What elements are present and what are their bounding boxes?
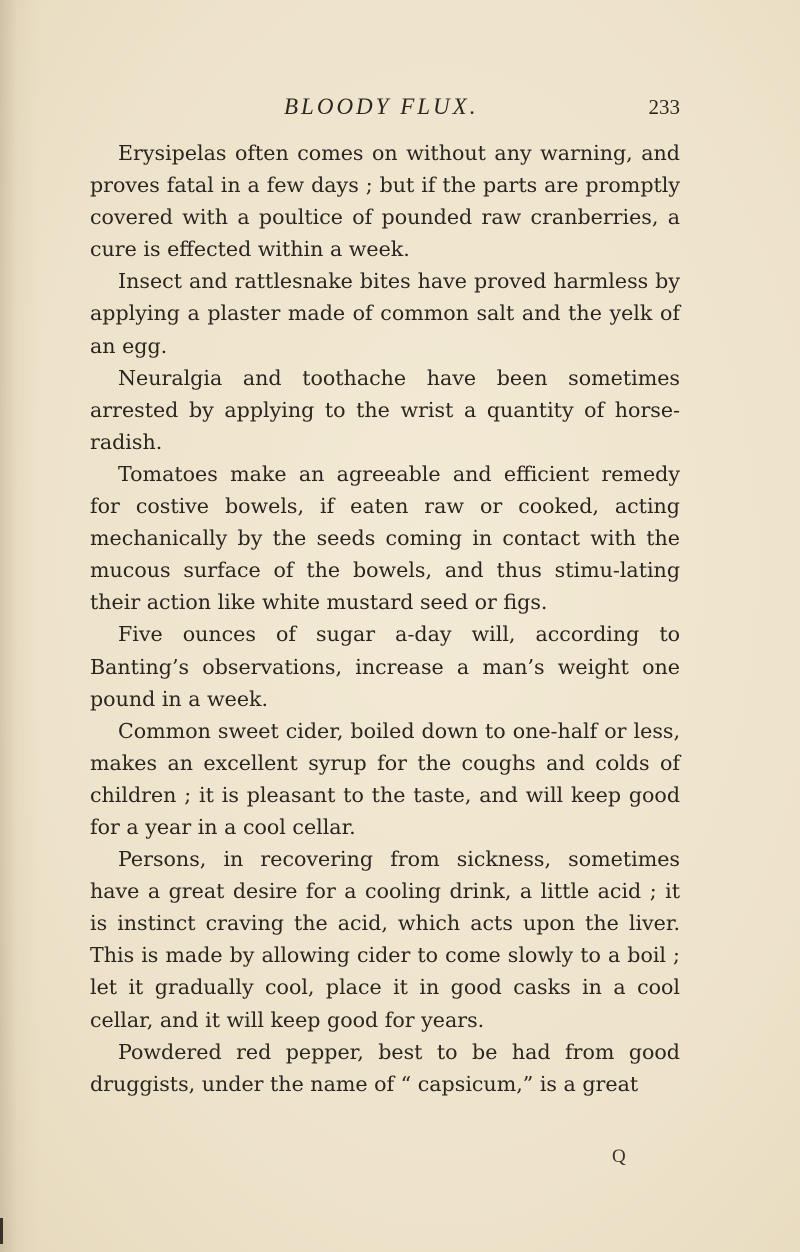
paragraph-erysipelas: Erysipelas often comes on without any warning, and proves fatal in a few days ; but if the parts are promptly covered with a poultice of pounded raw cranberries, a cure is effected within a week. [90,141,680,262]
paragraph-sugar: Five ounces of sugar a-day will, according to Banting’s observations, increase a man’s weight one pound in a week. [90,622,680,711]
paragraph-red-pepper: Powdered red pepper, best to be had from good druggists, under the name of “ capsicum,” is a great [90,1039,680,1096]
paragraph-cooling-drink: Persons, in recovering from sickness, sometimes have a great desire for a cooling drink, a little acid ; it is instinct craving the acid, which acts upon the liver. This is made by allowing cider to come slowly to a boil ; let it gradually cool, place it in good casks in a cool cellar, and it will keep good for years. [90,847,680,1032]
running-head: BLOODY FLUX. [284,94,479,119]
paragraph-neuralgia: Neuralgia and toothache have been sometimes arrested by applying to the wrist a quantity of horse-radish. [90,365,680,454]
signature-mark: Q [612,1146,626,1167]
paragraph-cider-syrup: Common sweet cider, boiled down to one-half or less, makes an excellent syrup for the coughs and colds of children ; it is pleasant to the taste, and will keep good for a year in a cool cellar. [90,718,680,839]
page-header [284,94,680,124]
paragraph-tomatoes: Tomatoes make an agreeable and efficient remedy for costive bowels, if eaten raw or cooked, acting mechanically by the seeds coming in contact with the mucous surface of the bowels, and thus stimu-lating their action like white mustard seed or figs. [90,461,680,615]
paragraph-insect-bites: Insect and rattlesnake bites have proved harmless by applying a plaster made of common salt and the yelk of an egg. [90,269,680,358]
body-text [90,137,680,1100]
page-number: 233 [648,95,680,119]
page-edge-mark [0,1218,3,1244]
